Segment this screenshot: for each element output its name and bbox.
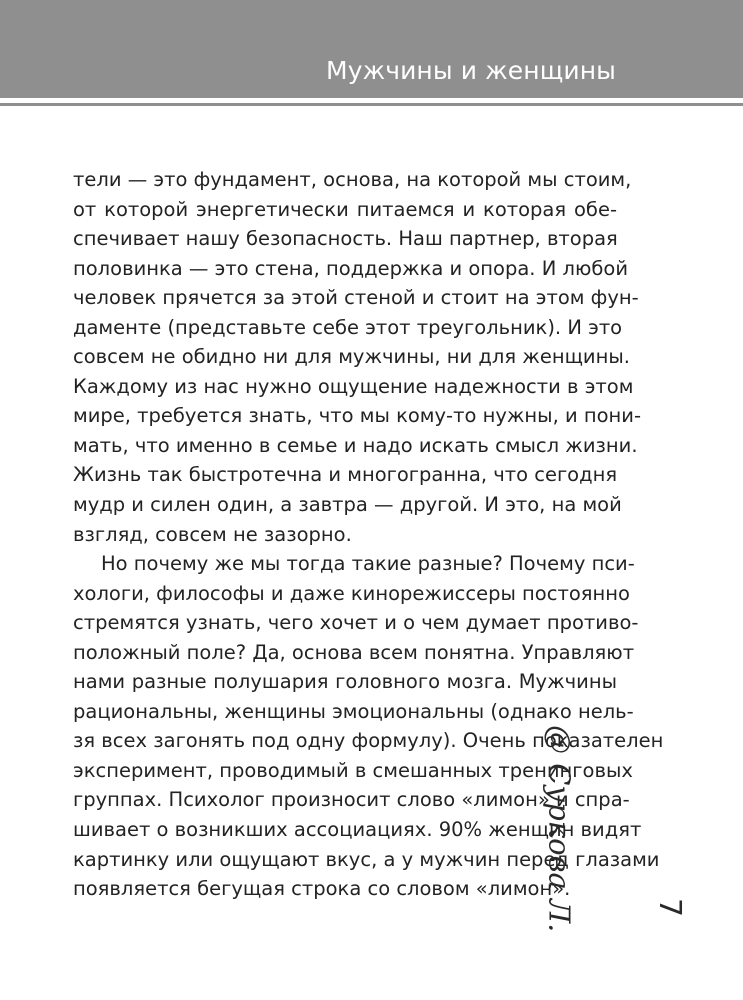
text-line: Каждому из нас нужно ощущение надежности в этом xyxy=(73,374,634,398)
text-line: тели — это фундамент, основа, на которой мы стоим, xyxy=(73,168,632,191)
text-line: мудр и силен один, а завтра — другой. И это, на мой xyxy=(73,493,622,517)
body-text xyxy=(73,165,664,904)
text-line: человек прячется за этой стеной и стоит на этом фун- xyxy=(73,286,639,310)
text-line: шивает о возникших ассоциациях. 90% женщин видят xyxy=(73,818,642,842)
author-signature: @ Суркова Л. xyxy=(542,725,577,933)
text-line: хологи, философы и даже кинорежиссеры постоянно xyxy=(73,581,630,605)
text-line: Но почему же мы тогда такие разные? Почему пси- xyxy=(101,552,635,576)
text-line: мать, что именно в семье и надо искать смысл жизни. xyxy=(73,433,638,457)
text-line: совсем не обидно ни для мужчины, ни для женщины. xyxy=(73,345,630,369)
chapter-title: Мужчины и женщины xyxy=(326,56,616,85)
text-line: половинка — это стена, поддержка и опора. И любой xyxy=(73,256,628,280)
text-line: зя всех загонять под одну формулу). Очень показателен xyxy=(73,729,664,753)
text-line: спечивает нашу безопасность. Наш партнер, вторая xyxy=(73,227,618,251)
text-line: нами разные полушария головного мозга. Мужчины xyxy=(73,670,617,694)
text-line: появляется бегущая строка со словом «лимон». xyxy=(73,877,571,901)
text-line: мире, требуется знать, что мы кому-то нужны, и пони- xyxy=(73,404,641,428)
text-line: группах. Психолог произносит слово «лимон» и спра- xyxy=(73,788,630,812)
text-line: рациональны, женщины эмоциональны (однако нель- xyxy=(73,699,634,723)
header-rule xyxy=(0,103,743,106)
text-line: взгляд, совсем не зазорно. xyxy=(73,522,352,546)
text-line: эксперимент, проводимый в смешанных тренинговых xyxy=(73,758,633,782)
text-line: положный поле? Да, основа всем понятна. Управляют xyxy=(73,640,635,664)
header-band xyxy=(0,0,743,98)
text-line: стремятся узнать, чего хочет и о чем думает противо- xyxy=(73,611,639,635)
text-line: от которой энергетически питаемся и которая обе- xyxy=(73,197,617,221)
page-number: 7 xyxy=(652,897,688,918)
text-line: Жизнь так быстротечна и многогранна, что сегодня xyxy=(73,463,618,487)
text-line: даменте (представьте себе этот треугольник). И это xyxy=(73,315,623,339)
text-line: картинку или ощущают вкус, а у мужчин перед глазами xyxy=(73,847,660,871)
